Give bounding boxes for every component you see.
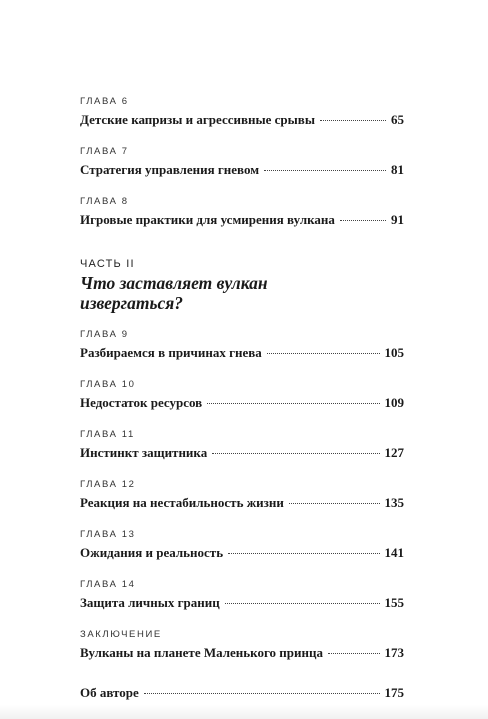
- chapter-line: [80, 161, 404, 178]
- page-number: 65: [391, 112, 404, 127]
- chapter-title: Защита личных границ: [80, 595, 220, 610]
- about-line: [80, 684, 404, 701]
- chapter-label: ГЛАВА 13: [80, 529, 136, 540]
- toc-entry-chapter-11: [80, 429, 404, 461]
- chapter-title: Недостаток ресурсов: [80, 395, 203, 410]
- dot-leader: [340, 220, 386, 221]
- chapter-title: Ожидания и реальность: [80, 545, 224, 560]
- page-number: 173: [384, 645, 404, 660]
- toc-entry-chapter-7: [80, 146, 404, 178]
- page-number: 91: [391, 212, 404, 227]
- table-of-contents: [80, 96, 404, 701]
- chapter-title: Реакция на нестабильность жизни: [80, 495, 284, 510]
- chapter-line: [80, 394, 404, 411]
- part-title: Что заставляет вулкан извергаться?: [80, 273, 268, 313]
- dot-leader: [267, 353, 380, 354]
- toc-entry-chapter-12: [80, 479, 404, 511]
- part-heading: [80, 258, 404, 313]
- chapter-label: ГЛАВА 10: [80, 379, 136, 390]
- chapter-title: Детские капризы и агрессивные срывы: [80, 112, 315, 127]
- page-number: 127: [384, 445, 404, 460]
- chapter-label: ГЛАВА 11: [80, 429, 135, 440]
- chapter-line: [80, 544, 404, 561]
- chapter-title: Вулканы на планете Маленького принца: [80, 645, 323, 660]
- chapter-line: [80, 344, 404, 361]
- chapter-label: ЗАКЛЮЧЕНИЕ: [80, 629, 162, 640]
- page-number: 105: [384, 345, 404, 360]
- chapter-line: [80, 444, 404, 461]
- chapter-label: ГЛАВА 14: [80, 579, 136, 590]
- chapter-label: ГЛАВА 9: [80, 329, 129, 340]
- chapter-title: Стратегия управления гневом: [80, 162, 260, 177]
- page-number: 135: [384, 495, 404, 510]
- dot-leader: [289, 503, 380, 504]
- page-number: 155: [384, 595, 404, 610]
- toc-entry-chapter-9: [80, 329, 404, 361]
- toc-entry-chapter-6: [80, 96, 404, 128]
- chapter-line: [80, 644, 404, 661]
- dot-leader: [320, 120, 386, 121]
- toc-entry-chapter-14: [80, 579, 404, 611]
- dot-leader: [225, 603, 380, 604]
- dot-leader: [207, 403, 379, 404]
- about-title: Об авторе: [80, 685, 139, 700]
- page-bottom-edge: [0, 705, 488, 719]
- toc-entry-conclusion: [80, 629, 404, 661]
- toc-entry-chapter-8: [80, 196, 404, 228]
- chapter-label: ГЛАВА 7: [80, 146, 129, 157]
- chapter-line: [80, 211, 404, 228]
- dot-leader: [328, 653, 380, 654]
- toc-entry-chapter-10: [80, 379, 404, 411]
- toc-entry-about-author: [80, 684, 404, 701]
- page-number: 175: [384, 685, 404, 700]
- page-number: 81: [391, 162, 404, 177]
- chapter-label: ГЛАВА 8: [80, 196, 129, 207]
- chapter-title: Разбираемся в причинах гнева: [80, 345, 262, 360]
- page-number: 109: [384, 395, 404, 410]
- chapter-line: [80, 111, 404, 128]
- dot-leader: [212, 453, 379, 454]
- dot-leader: [144, 693, 380, 694]
- part-label: ЧАСТЬ II: [80, 258, 135, 270]
- chapter-line: [80, 494, 404, 511]
- chapter-label: ГЛАВА 6: [80, 96, 129, 107]
- chapter-line: [80, 594, 404, 611]
- dot-leader: [228, 553, 379, 554]
- chapter-label: ГЛАВА 12: [80, 479, 136, 490]
- chapter-title: Инстинкт защитника: [80, 445, 208, 460]
- chapter-title: Игровые практики для усмирения вулкана: [80, 212, 335, 227]
- page-number: 141: [384, 545, 404, 560]
- dot-leader: [264, 170, 386, 171]
- toc-entry-chapter-13: [80, 529, 404, 561]
